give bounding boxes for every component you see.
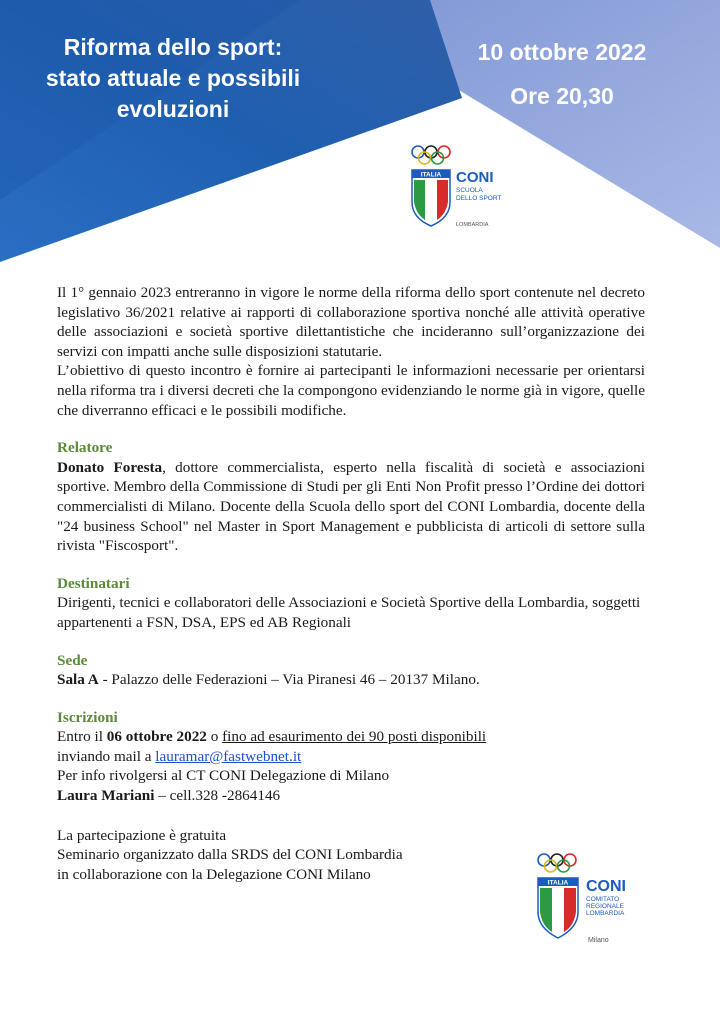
flag-text: ITALIA [547,879,569,887]
event-datetime [440,30,684,118]
email-link[interactable]: lauramar@fastwebnet.it [155,747,302,765]
sede-heading: Sede [57,651,88,669]
relatore-heading: Relatore [57,439,113,457]
footer-line: in collaborazione con la Delegazione CONI Milano [57,865,371,883]
logo-city: Milano [588,937,609,944]
logo-region: LOMBARDIA [456,222,489,228]
contact-phone: – cell.328 -2864146 [154,787,281,805]
text-fragment: inviando mail a [57,747,156,765]
intro-paragraph: Il 1° gennaio 2023 entreranno in vigore le norme della riforma dello sport contenute nel decreto legislativo 36/2021 relative ai rapporti di collaborazione sportiva nonché alle attività operative delle associazioni e società sportive dilettantistiche che incideranno sull’organizzazione dei servizi con impatti anche sulle disposizioni statutarie. [57,284,645,360]
iscrizioni-deadline-line [57,727,645,747]
deadline-date: 06 ottobre 2022 [106,728,207,746]
brand-text: CONI [456,169,494,186]
relatore-text [57,458,645,556]
destinatari-heading: Destinatari [57,574,130,592]
logo-sub: LOMBARDIA [586,910,625,917]
event-date: 10 ottobre 2022 [477,39,647,65]
contact-line [57,786,645,806]
sede-room: Sala A [57,671,99,689]
logo-sub: SCUOLA [456,187,483,194]
logo-sub: DELLO SPORT [456,195,502,202]
coni-scuola-logo [406,140,526,230]
seats-limit: fino ad esaurimento dei 90 posti disponibili [222,728,487,746]
speaker-name: Donato Foresta [57,458,163,476]
iscrizioni-info-line: Per info rivolgersi al CT CONI Delegazione di Milano [57,767,390,785]
flag-text: ITALIA [420,171,442,179]
coni-milano-logo [536,850,656,946]
sede-address: - Palazzo delle Federazioni – Via Piranesi 46 – 20137 Milano. [98,671,480,689]
iscrizioni-email-line [57,747,645,767]
sede-text [57,670,645,690]
title-line: Riforma dello sport: [63,34,283,60]
logo-sub: REGIONALE [586,903,624,910]
iscrizioni-heading: Iscrizioni [57,708,118,726]
brand-text: CONI [586,878,626,895]
contact-name: Laura Mariani [57,787,155,805]
intro-paragraph: L’obiettivo di questo incontro è fornire ai partecipanti le informazioni necessarie per orientarsi nella riforma tra i diversi decreti che la compongono evidenziando le norme già in vigore, quelle che diverranno efficaci e le possibili modifiche. [57,362,645,419]
text-fragment: Entro il [57,728,107,746]
footer-line: La partecipazione è gratuita [57,826,227,844]
title-line: evoluzioni [116,96,230,122]
event-title [12,32,334,125]
event-time: Ore 20,30 [510,83,614,109]
text-fragment: o [206,728,223,746]
footer-line: Seminario organizzato dalla SRDS del CONI Lombardia [57,846,403,864]
speaker-bio: , dottore commercialista, esperto nella fiscalità di società e associazioni sportive. Membro della Commissione di Studi per gli Enti Non Profit presso l’Ordine dei dottori commercialisti di Milano. Docente della Scuola dello sport del CONI Lombardia, docente della "24 business School" nel Master in Sport Management e pubblicista di articoli di settore sulla rivista "Fiscosport". [57,458,645,555]
destinatari-text: Dirigenti, tecnici e collaboratori delle Associazioni e Società Sportive della Lombardia, soggetti appartenenti a FSN, DSA, EPS ed AB Regionali [57,594,641,631]
logo-sub: COMITATO [586,896,620,903]
title-line: stato attuale e possibili [45,65,301,91]
main-content [57,283,645,884]
